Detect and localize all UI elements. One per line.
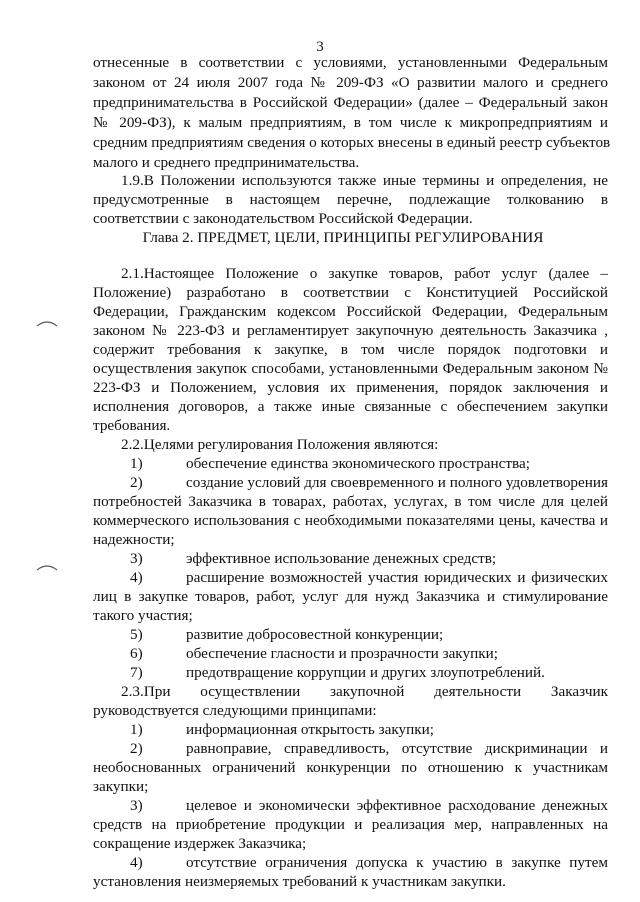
- clause-2-1-line: Федерации, Гражданским кодексом Российской Федерации, Федеральным: [93, 303, 608, 320]
- goal-text: создание условий для своевременного и полного удовлетворения: [186, 474, 608, 491]
- principle-text: отсутствие ограничения допуска к участию в закупке путем: [186, 854, 608, 871]
- clause-2-1-line: 2.1.Настоящее Положение о закупке товаров, работ услуг (далее –: [121, 265, 608, 282]
- clause-1-9-line: 1.9.В Положении используются также иные термины и определения, не: [121, 172, 608, 189]
- goal-text: коммерческого использования с необходимыми показателями цены, качества и: [93, 512, 608, 529]
- principle-text: необоснованных ограничений конкуренции по отношению к участникам: [93, 759, 608, 776]
- principle-text: равноправие, справедливость, отсутствие дискриминации и: [186, 740, 608, 757]
- principle-number: 4): [130, 854, 143, 871]
- clause-2-3-line: руководствуется следующими принципами:: [93, 702, 377, 719]
- clause-2-1-line: Положение) разработано в соответствии с Конституцией Российской: [93, 284, 608, 301]
- clause-2-1-line: 223-ФЗ и Положением, условия их применения, порядок заключения и: [93, 379, 608, 396]
- goal-number: 6): [130, 645, 143, 662]
- principle-text: целевое и экономически эффективное расходование денежных: [186, 797, 608, 814]
- goal-number: 7): [130, 664, 143, 681]
- intro-line: отнесенные в соответствии с условиями, установленными Федеральным: [93, 54, 608, 71]
- goal-number: 1): [130, 455, 143, 472]
- goal-text: такого участия;: [93, 607, 193, 624]
- clause-2-1-line: требования.: [93, 417, 171, 434]
- goal-number: 4): [130, 569, 143, 586]
- goal-text: обеспечение единства экономического пространства;: [186, 455, 530, 472]
- goal-text: расширение возможностей участия юридических и физических: [186, 569, 608, 586]
- goal-text: эффективное использование денежных средств;: [186, 550, 497, 567]
- chapter-heading: Глава 2. ПРЕДМЕТ, ЦЕЛИ, ПРИНЦИПЫ РЕГУЛИРОВАНИЯ: [142, 229, 544, 246]
- intro-line: малого и среднего предпринимательства.: [93, 154, 360, 171]
- principle-text: установления неизмеряемых требований к участникам закупки.: [93, 873, 506, 890]
- intro-line: законом от 24 июля 2007 года № 209-ФЗ «О развитии малого и среднего: [93, 74, 608, 91]
- margin-mark-icon: [36, 562, 58, 572]
- intro-line: предпринимательства в Российской Федерации» (далее – Федеральный закон: [93, 94, 608, 111]
- page-number: 3: [316, 39, 324, 55]
- clause-1-9-line: предусмотренные в настоящем перечне, подлежащие толкованию в: [93, 191, 608, 208]
- clause-2-1-line: законом № 223-ФЗ и регламентирует закупочную деятельность Заказчика ,: [93, 322, 608, 339]
- goal-text: надежности;: [93, 531, 175, 548]
- goal-number: 3): [130, 550, 143, 567]
- goal-text: потребностей Заказчика в товарах, работах, услугах, в том числе для целей: [93, 493, 608, 510]
- goal-text: развитие добросовестной конкуренции;: [186, 626, 444, 643]
- clause-2-2-intro: 2.2.Целями регулирования Положения являются:: [121, 436, 439, 453]
- goal-text: предотвращение коррупции и других злоупотреблений.: [186, 664, 545, 681]
- goal-text: лиц в закупке товаров, работ, услуг для нужд Заказчика и стимулирование: [93, 588, 608, 605]
- clause-2-3-line: 2.3.При осуществлении закупочной деятельности Заказчик: [121, 683, 608, 700]
- goal-number: 5): [130, 626, 143, 643]
- principle-number: 1): [130, 721, 143, 738]
- clause-2-1-line: содержит требования к закупке, в том числе порядок подготовки и: [93, 341, 608, 358]
- goal-number: 2): [130, 474, 143, 491]
- principle-text: средств на приобретение продукции и реализация мер, направленных на: [93, 816, 608, 833]
- clause-2-1-line: осуществления закупок способами, установленными Федеральным законом №: [93, 360, 608, 377]
- principle-text: информационная открытость закупки;: [186, 721, 434, 738]
- intro-line: № 209-ФЗ), к малым предприятиям, в том числе к микропредприятиям и: [93, 114, 608, 131]
- principle-number: 3): [130, 797, 143, 814]
- goal-text: обеспечение гласности и прозрачности закупки;: [186, 645, 498, 662]
- clause-2-1-line: исполнения договоров, а также иные связанные с обеспечением закупки: [93, 398, 608, 415]
- intro-line: средним предприятиям сведения о которых внесены в единый реестр субъектов: [93, 134, 611, 151]
- principle-number: 2): [130, 740, 143, 757]
- principle-text: сокращение издержек Заказчика;: [93, 835, 307, 852]
- clause-1-9-line: соответствии с законодательством Российской Федерации.: [93, 210, 473, 227]
- principle-text: закупки;: [93, 778, 149, 795]
- margin-mark-icon: [36, 318, 58, 328]
